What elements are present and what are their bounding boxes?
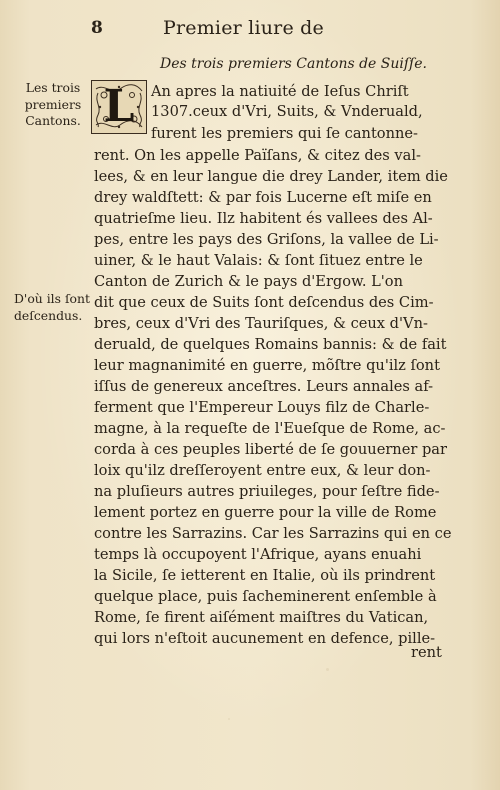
text-line: lement portez en guerre pour la ville de Rome: [94, 504, 437, 521]
text-line: qui lors n'eſtoit aucunement en defence, pille-: [94, 630, 436, 647]
text-line: Rome, ſe firent aiſément maiſtres du Vatican,: [94, 609, 429, 626]
text-line: pes, entre les pays des Griſons, la vallee de Li-: [94, 231, 439, 248]
catchword: rent: [411, 644, 442, 661]
text-line: iſſus de genereux anceſtres. Leurs annales af-: [94, 378, 434, 395]
text-line: drey waldſtett: & par fois Lucerne eſt miſe en: [94, 189, 432, 206]
section-title: Des trois premiers Cantons de Suiſſe.: [160, 56, 427, 72]
text-line: ferment que l'Empereur Louys filz de Charle-: [94, 399, 430, 416]
text-line: 1307.ceux d'Vri, Suits, & Vnderuald,: [151, 103, 423, 120]
text-line: quelque place, puis ſacheminerent enſemble à: [94, 588, 437, 605]
text-line: magne, à la requeſte de l'Eueſque de Rome, ac-: [94, 420, 446, 437]
text-line: loix qu'ilz dreſſeroyent entre eux, & leur don-: [94, 462, 431, 479]
page-number: 8: [91, 18, 103, 38]
text-line: An apres la natiuité de Ieſus Chriſt: [151, 83, 409, 100]
drop-cap: [91, 80, 147, 134]
text-line: temps là occupoyent l'Afrique, ayans enuahi: [94, 546, 422, 563]
margin-note-origin: D'où ils ſont deſcendus.: [14, 291, 90, 323]
running-head: Premier liure de: [163, 17, 324, 39]
text-line: rent. On les appelle Païſans, & citez des val-: [94, 147, 421, 164]
text-line: Canton de Zurich & le pays d'Ergow. L'on: [94, 273, 403, 290]
text-line: la Sicile, ſe ietterent en Italie, où ils prindrent: [94, 567, 436, 584]
paper-stain: [326, 668, 329, 671]
text-line: dit que ceux de Suits ſont deſcendus des Cim-: [94, 294, 434, 311]
drop-cap-letter: L: [103, 81, 135, 132]
text-line: deruald, de quelques Romains bannis: & de fait: [94, 336, 447, 353]
text-line: contre les Sarrazins. Car les Sarrazins qui en ce: [94, 525, 452, 542]
margin-note-cantons: Les trois premiers Cantons.: [24, 80, 82, 128]
text-line: corda à ces peuples liberté de ſe gouuerner par: [94, 441, 447, 458]
text-line: bres, ceux d'Vri des Tauriſques, & ceux d'Vn-: [94, 315, 428, 332]
page-header: [0, 14, 500, 42]
text-line: quatrieſme lieu. Ilz habitent és vallees des Al-: [94, 210, 433, 227]
text-line: leur magnanimité en guerre, mõſtre qu'ilz ſont: [94, 357, 440, 374]
paper-stain: [228, 718, 230, 720]
text-line: uiner, & le haut Valais: & ſont ſituez entre le: [94, 252, 423, 269]
text-line: lees, & en leur langue die drey Lander, item die: [94, 168, 448, 185]
text-line: furent les premiers qui ſe cantonne-: [151, 125, 418, 142]
text-line: na pluſieurs autres priuileges, pour ſeſtre fide-: [94, 483, 440, 500]
